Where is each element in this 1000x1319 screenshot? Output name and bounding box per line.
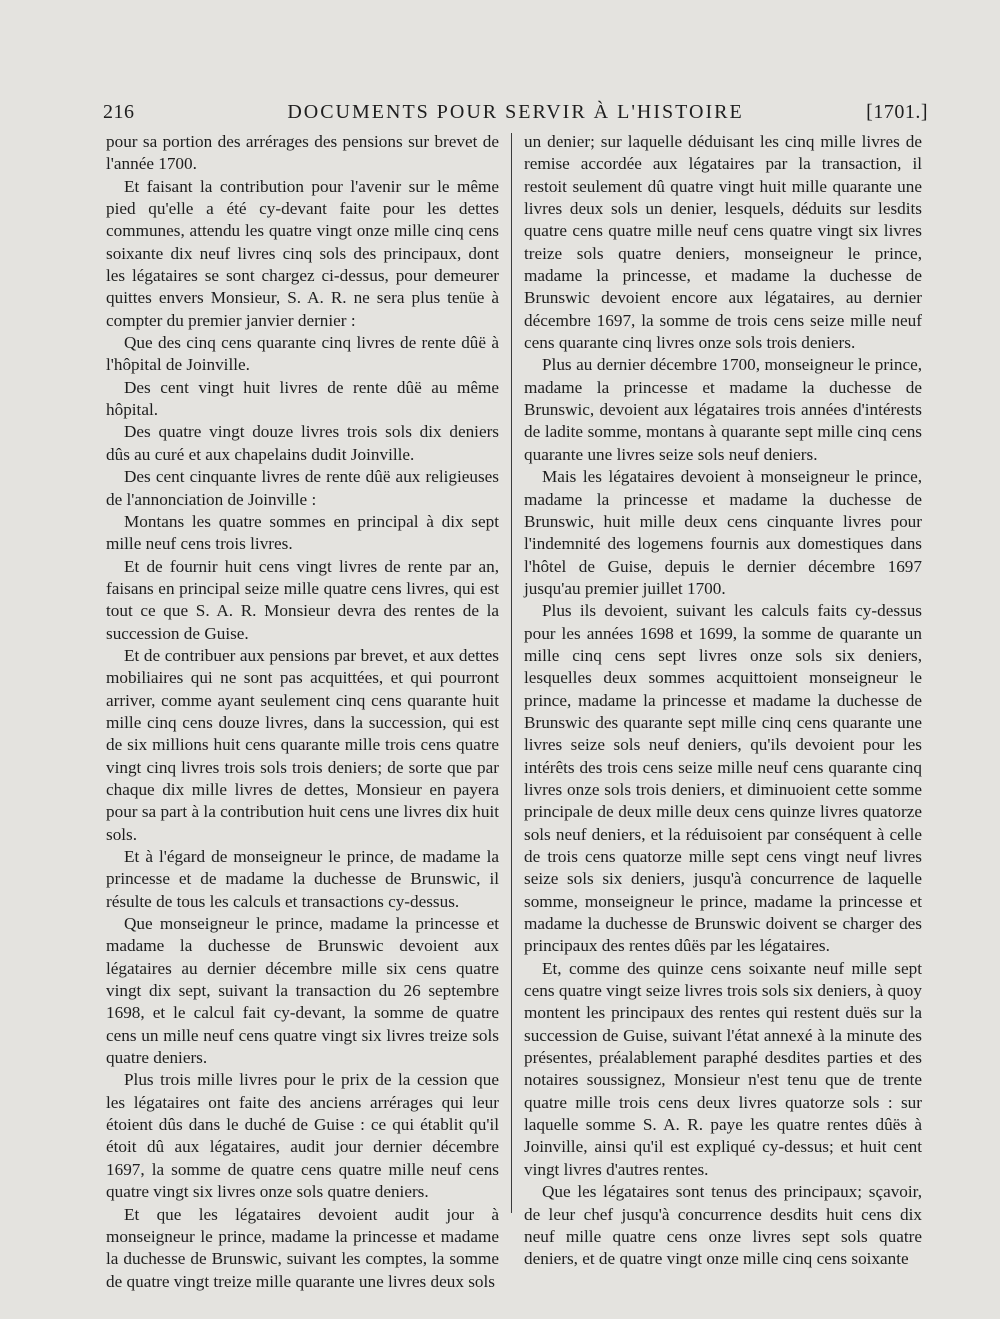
paragraph: Et à l'égard de monseigneur le prince, de madame la princesse et de madame la duchesse de Brunswic, il résulte de tous les calculs et transactions cy-dessus. [106, 847, 499, 911]
column-divider [511, 133, 512, 1213]
paragraph: Plus au dernier décembre 1700, monseigneur le prince, madame la princesse et madame la duchesse de Brunswic, devoient aux légataires trois années d'intérests de ladite somme, montans à quarante sept mille cinq cens quarante une livres seize sols neuf deniers. [524, 355, 922, 464]
paragraph: pour sa portion des arrérages des pensions sur brevet de l'année 1700. [106, 132, 499, 174]
left-column [106, 131, 499, 1293]
paragraph: Que des cinq cens quarante cinq livres de rente dûë à l'hôpital de Joinville. [106, 333, 499, 375]
page-number: 216 [103, 101, 135, 123]
header-year: [1701.] [866, 101, 928, 123]
paragraph: Et, comme des quinze cens soixante neuf mille sept cens quatre vingt seize livres trois sols six deniers, à quoy montent les principaux des rentes qui restent duës sur la succession de Guise, suivant l'état annexé à la minute des présentes, préalablement paraphé desdites parties et des notaires soussignez, Monsieur n'est tenu que de trente quatre mille trois cens deux livres quatorze sols : sur laquelle somme S. A. R. paye les quatre rentes dûës à Joinville, ainsi qu'il est expliqué cy-dessus; et huit cent vingt livres d'autres rentes. [524, 958, 922, 1179]
paragraph: Des quatre vingt douze livres trois sols dix deniers dûs au curé et aux chapelains dudit Joinville. [106, 422, 499, 464]
paragraph: un denier; sur laquelle déduisant les cinq mille livres de remise accordée aux légataires par la transaction, il restoit seulement dû quatre vingt huit mille quarante une livres deux sols un denier, lesquels, déduits sur lesdits quatre cens quatre mille neuf cens quatre vingt six livres treize sols quatre deniers, monseigneur le prince, madame la princesse, et madame la duchesse de Brunswic devoient encore aux légataires, au dernier décembre 1697, la somme de trois cens seize mille neuf cens quarante cinq livres onze sols trois deniers. [524, 132, 922, 353]
paragraph: Mais les légataires devoient à monseigneur le prince, madame la princesse et madame la duchesse de Brunswic, huit mille deux cens cinquante livres pour l'indemnité des logemens fournis aux domestiques dans l'hôtel de Guise, depuis le dernier décembre 1697 jusqu'au premier juillet 1700. [524, 467, 922, 598]
paragraph: Et que les légataires devoient audit jour à monseigneur le prince, madame la princesse et madame la duchesse de Brunswic, suivant les comptes, la somme de quatre vingt treize mille quarante une livres deux sols [106, 1204, 499, 1291]
running-header [103, 101, 928, 127]
paragraph: Que monseigneur le prince, madame la princesse et madame la duchesse de Brunswic devoient aux légataires au dernier décembre mille six cens quatre vingt dix sept, suivant la transaction du 26 septembre 1698, et le calcul fait cy-devant, la somme de quatre cens un mille neuf cens quatre vingt six livres treize sols quatre deniers. [106, 914, 499, 1068]
paragraph: Et de contribuer aux pensions par brevet, et aux dettes mobiliaires qui ne sont pas acquittées, et qui pourront arriver, comme ayant seulement cinq cens quarante huit mille cinq cens douze livres, dans la succession, qui est de six millions huit cens quarante mille trois cens quatre vingt cinq livres trois sols trois deniers; de sorte que par chaque dix mille livres de dettes, Monsieur en payera pour sa part à la contribution huit cens une livres dix huit sols. [106, 645, 499, 844]
paragraph: Des cent vingt huit livres de rente dûë au même hôpital. [106, 377, 499, 420]
paragraph: Et de fournir huit cens vingt livres de rente par an, faisans en principal seize mille quatre cens livres, qui est tout ce que S. A. R. Monsieur devra des rentes de la succession de Guise. [106, 556, 499, 643]
paragraph: Montans les quatre sommes en principal à dix sept mille neuf cens trois livres. [106, 511, 499, 554]
paragraph: Des cent cinquante livres de rente dûë aux religieuses de l'annonciation de Joinville : [106, 467, 499, 509]
paragraph: Et faisant la contribution pour l'avenir sur le même pied qu'elle a été cy-devant faite pour les dettes communes, attendu les quatre vingt onze mille cinq cens soixante dix neuf livres cinq sols des principaux, dont les légataires se sont chargez ci-dessus, pour demeurer quittes envers Monsieur, S. A. R. ne sera plus tenüe à compter du premier janvier dernier : [106, 176, 499, 330]
right-column [524, 131, 922, 1271]
running-title: DOCUMENTS POUR SERVIR À L'HISTOIRE [287, 101, 744, 123]
paragraph: Que les légataires sont tenus des principaux; sçavoir, de leur chef jusqu'à concurrence desdits huit cens dix neuf mille quatre cens onze livres sept sols quatre deniers, et de quatre vingt onze mille cinq cens soixante [524, 1182, 922, 1269]
paragraph: Plus trois mille livres pour le prix de la cession que les légataires ont faite des anciens arrérages qui leur étoient dûs dans le duché de Guise : ce qui établit qu'il étoit dû aux légataires, audit jour dernier décembre 1697, la somme de quatre cens quatre mille neuf cens quatre vingt six livres onze sols quatre deniers. [106, 1070, 499, 1202]
paragraph: Plus ils devoient, suivant les calculs faits cy-dessus pour les années 1698 et 1699, la somme de quarante un mille cinq cens sept livres onze sols six deniers, lesquelles deux sommes acquittoient monseigneur le prince, madame la princesse et madame la duchesse de Brunswic des quarante sept mille cinq cens quarante une livres seize sols neuf deniers, qu'ils devoient pour les intérêts des trois cens seize mille neuf cens quarante cinq livres onze sols trois deniers, et diminuoient cette somme principale de deux mille deux cens quinze livres quatorze sols neuf deniers, et la réduisoient par conséquent à celle de trois cens quatorze mille sept cens vingt neuf livres seize sols six deniers, jusqu'à concurrence de laquelle somme, monseigneur le prince, madame la princesse et madame la duchesse de Brunswic doivent se charger des principaux des rentes dûës par les légataires. [524, 601, 922, 956]
